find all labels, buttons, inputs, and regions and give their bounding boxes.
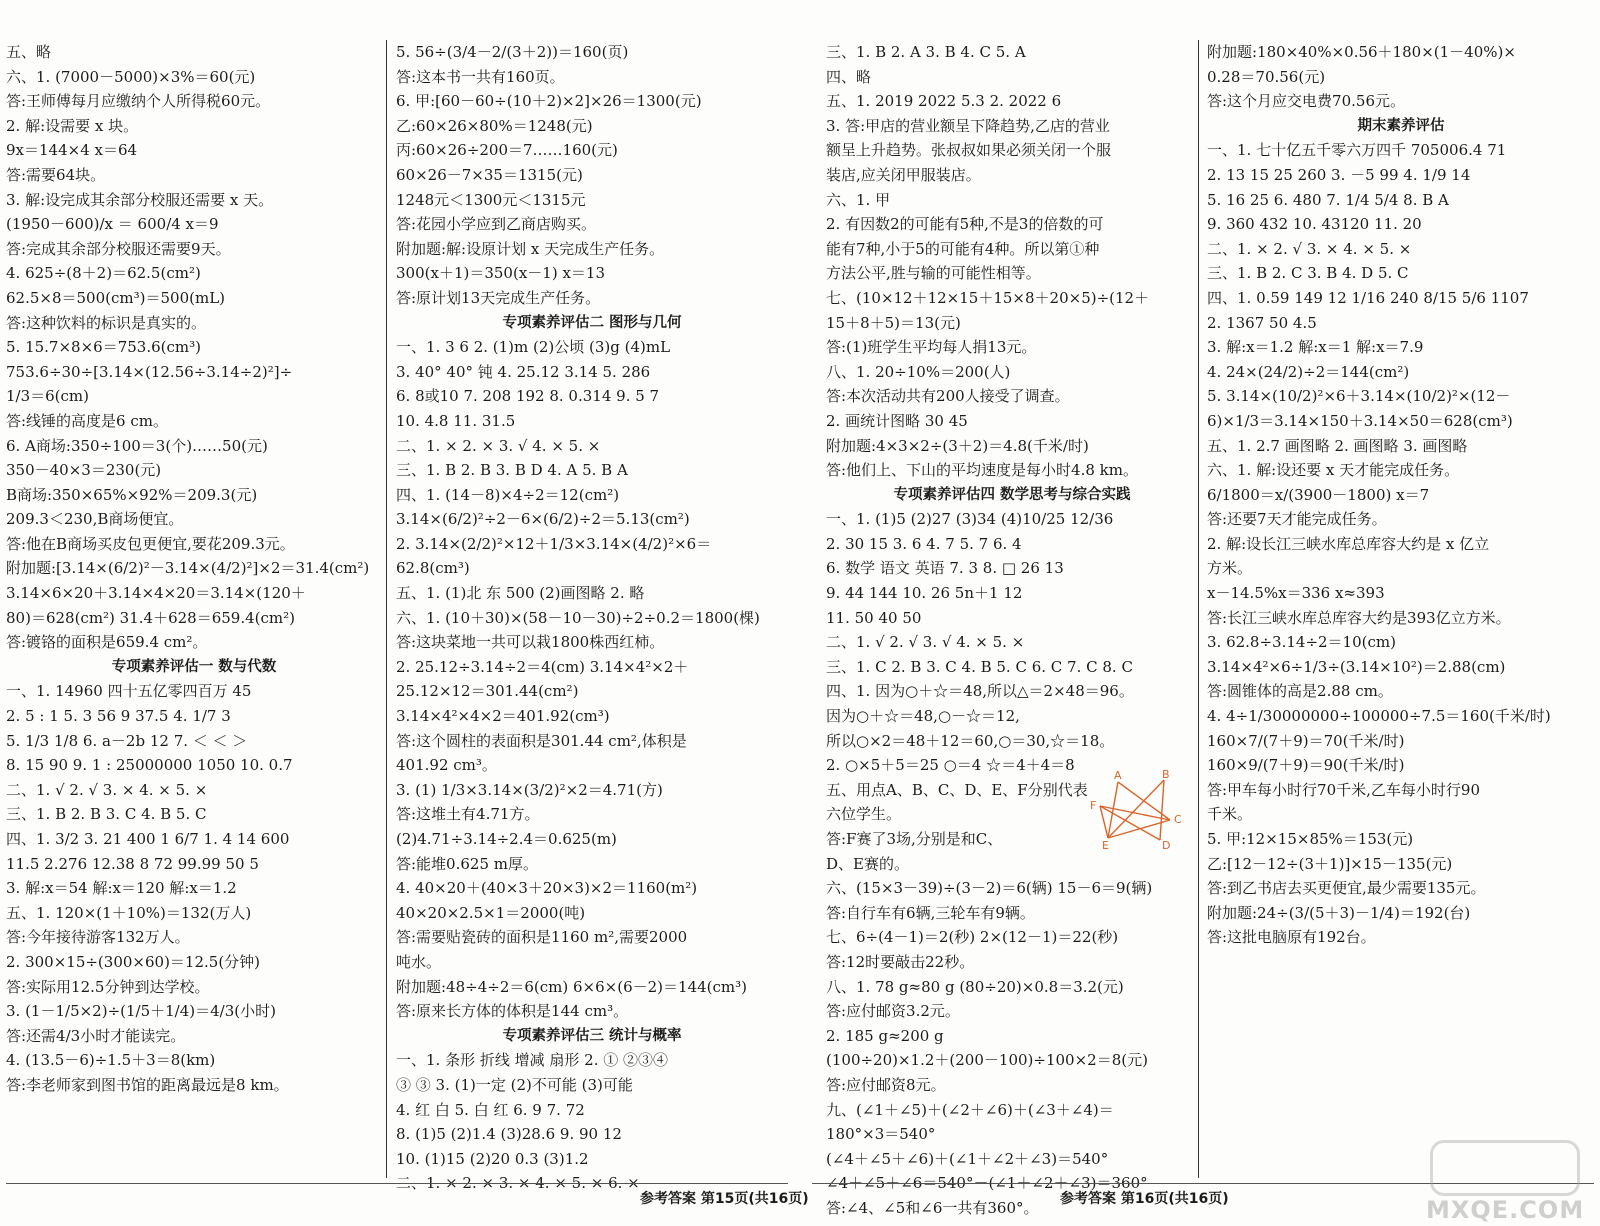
answer-line: 七、6÷(4－1)＝2(秒) 2×(12－1)＝22(秒) [826,928,1119,947]
page-footer-right: 参考答案 第16页(共16页) [1060,1191,1229,1207]
answer-line: 答:应付邮资3.2元。 [826,1002,960,1021]
answer-line: 答:他们上、下山的平均速度是每小时4.8 km。 [826,461,1138,480]
watermark-text: MXQE.COM [1426,1196,1585,1224]
answer-line: 答:实际用12.5分钟到达学校。 [6,977,210,996]
answer-line: 2. 解:设长江三峡水库总库容大约是 x 亿立 [1207,534,1490,553]
answer-line: 40×20×2.5×1＝2000(吨) [396,903,586,922]
answer-line: 3. 40° 40° 钝 4. 25.12 3.14 5. 286 [396,362,651,381]
answer-line: 三、1. B 2. B 3. B D 4. A 5. B A [396,461,628,480]
answer-line: 能有7种,小于5的可能有4种。所以第①种 [826,239,1100,258]
page-footer-left: 参考答案 第15页(共16页) [640,1191,809,1207]
answer-line: 八、1. 20÷10%＝200(人) [826,362,1011,381]
answer-line: 2. 300×15÷(300×60)＝12.5(分钟) [6,952,261,971]
answer-line: 答:他在B商场买皮包更便宜,要花209.3元。 [6,534,295,553]
answer-line: 三、1. B 2. A 3. B 4. C 5. A [826,43,1026,61]
answer-line: B商场:350×65%×92%＝209.3(元) [6,485,258,504]
answer-line: 4. 625÷(8＋2)＝62.5(cm²) [6,264,201,283]
answer-line: 乙:60×26×80%＝1248(元) [396,116,593,135]
answer-line: 3. 62.8÷3.14÷2＝10(cm) [1207,633,1396,652]
answer-line: 2. 解:设需要 x 块。 [6,116,139,135]
answer-line: 答:甲车每小时行70千米,乙车每小时行90 [1207,780,1480,799]
answer-line: 3. 答:甲店的营业额呈下降趋势,乙店的营业 [826,116,1110,135]
answer-line: 6. 8或10 7. 208 192 8. 0.314 9. 5 7 [396,387,660,406]
answer-line: ∠4＋∠5＋∠6＝540°－(∠1＋∠2＋∠3)＝360° [826,1174,1148,1193]
answer-line: 二、1. × 2. × 3. √ 4. × 5. × [396,436,601,455]
answer-line: 四、1. 0.59 149 12 1/16 240 8/15 5/6 1107 [1207,288,1529,307]
answer-line: 4. 40×20＋(40×3＋20×3)×2＝1160(m²) [396,879,698,898]
answer-line: ③ ③ 3. (1)一定 (2)不可能 (3)可能 [396,1075,633,1094]
answer-line: 5. 56÷(3/4－2/(3＋2))＝160(页) [396,43,629,61]
answer-line: 11.5 2.276 12.38 8 72 99.99 50 5 [6,854,259,873]
answer-line: 附加题:解:设原计划 x 天完成生产任务。 [396,239,665,258]
answer-line: 答:原来长方体的体积是144 cm³。 [396,1002,629,1021]
answer-line: (∠4＋∠5＋∠6)＋(∠1＋∠2＋∠3)＝540° [826,1149,1109,1168]
answer-line: 附加题:4×3×2÷(3＋2)＝4.8(千米/时) [826,436,1089,455]
answer-line: 1248元＜1300元＜1315元 [396,190,586,209]
watermark-logo [1426,1138,1586,1224]
figure-label-c: C [1174,813,1182,826]
answer-line: 因为○＋☆＝48,○－☆＝12, [826,707,1020,726]
answer-line: 四、1. 3/2 3. 21 400 1 6/7 1. 4 14 600 [6,830,290,848]
answer-line: 三、1. B 2. C 3. B 4. D 5. C [1207,264,1409,283]
answer-line: 答:花园小学应到乙商店购买。 [396,215,597,234]
answer-line: 答:这个圆柱的表面积是301.44 cm²,体积是 [396,731,687,750]
answer-line: 25.12×12＝301.44(cm²) [396,682,579,701]
answer-line: 附加题:180×40%×0.56＋180×(1－40%)× [1207,43,1516,61]
answer-line: 10. (1)15 (2)20 0.3 (3)1.2 [396,1149,589,1168]
answer-line: 答:本次活动共有200人接受了调查。 [826,387,1070,406]
answer-line: 答:需要64块。 [6,165,106,184]
answer-line: 62.5×8＝500(cm³)＝500(mL) [6,288,226,307]
watermark-badge-icon [1430,1140,1580,1196]
answer-line: 5. 15.7×8×6＝753.6(cm³) [6,338,201,357]
answer-line: 5. 3.14×(10/2)²×6＋3.14×(10/2)²×(12－ [1207,387,1511,406]
answer-line: (100÷20)×1.2＋(200－100)÷100×2＝8(元) [826,1051,1148,1070]
answer-line: 附加题:48÷4÷2＝6(cm) 6×6×(6－2)＝144(cm³) [396,977,747,996]
answer-line: 附加题:[3.14×(6/2)²－3.14×(4/2)²]×2＝31.4(cm²) [6,559,370,578]
section-heading: 期末素养评估 [1357,117,1445,134]
answer-line: 答:圆锥体的高是2.88 cm。 [1207,682,1393,701]
answer-line: 2. 画统计图略 30 45 [826,411,968,430]
answer-line: 一、1. 条形 折线 增减 扇形 2. ① ②③④ [396,1051,669,1070]
answer-line: 一、1. (1)5 (2)27 (3)34 (4)10/25 12/36 [826,510,1114,529]
answer-line: 160×7/(7＋9)＝70(千米/时) [1207,731,1405,750]
answer-line: 5. 16 25 6. 480 7. 1/4 5/4 8. B A [1207,190,1449,209]
answer-line: 额呈上升趋势。张叔叔如果必须关闭一个服 [826,141,1112,160]
answer-line: 答:长江三峡水库总库容大约是393亿立方米。 [1207,608,1511,627]
answer-line: 9. 44 144 10. 26 5n＋1 12 [826,584,1023,603]
answer-line: 四、1. 因为○＋☆＝48,所以△＝2×48＝96。 [826,682,1134,701]
answer-line: 答:12时要敲击22秒。 [826,952,975,971]
column-divider [1198,40,1199,1178]
answer-column-4 [1207,40,1595,950]
answer-line: 答:完成其余部分校服还需要9天。 [6,239,231,258]
answer-line: 六、1. 解:设还要 x 天才能完成任务。 [1207,461,1460,480]
answer-line: 二、1. × 2. × 3. × 4. × 5. × 6. × [396,1174,640,1193]
answer-line: 答:需要贴瓷砖的面积是1160 m²,需要2000 [396,928,688,947]
answer-line: 350－40×3＝230(元) [6,461,162,480]
section-heading: 专项素养评估四 数学思考与综合实践 [893,486,1131,503]
answer-line: 三、1. B 2. B 3. C 4. B 5. C [6,805,207,824]
answer-line: 六、1. 甲 [826,190,891,209]
section-heading: 专项素养评估三 统计与概率 [502,1027,682,1044]
answer-line: 八、1. 78 g≈80 g (80÷20)×0.8＝3.2(元) [826,977,1124,996]
answer-line: 2. 30 15 3. 6 4. 7 5. 7 6. 4 [826,534,1022,553]
answer-line: 2. 1367 50 4.5 [1207,313,1317,332]
answer-line: 五、1. 120×(1＋10%)＝132(万人) [6,903,252,922]
figure-label-f: F [1090,799,1097,812]
answer-column-3 [826,40,1198,1221]
answer-line: 2. 有因数2的可能有5种,不是3的倍数的可 [826,215,1104,234]
answer-line: 60×26－7×35＝1315(元) [396,165,583,184]
footer-rule [6,1183,788,1184]
answer-line: x－14.5%x＝336 x≈393 [1207,584,1385,603]
answer-line: 乙:[12－12÷(3＋1)]×15－135(元) [1207,854,1453,873]
answer-line: 六、1. (10＋30)×(58－10－30)÷2÷0.2＝1800(棵) [396,608,760,627]
answer-line: 吨水。 [396,952,442,971]
answer-line: 80)＝628(cm²) 31.4＋628＝659.4(cm²) [6,608,295,627]
answer-line: 2. ○×5＋5＝25 ○＝4 ☆＝4＋4＝8 [826,756,1075,775]
answer-line: 8. (1)5 (2)1.4 (3)28.6 9. 90 12 [396,1125,622,1144]
answer-line: 答:这种饮料的标识是真实的。 [6,313,207,332]
answer-line: 五、1. 2.7 画图略 2. 画图略 3. 画图略 [1207,436,1468,455]
answer-line: 答:F赛了3场,分别是和C、 [826,830,1003,848]
answer-line: 装店,应关闭甲服装店。 [826,165,981,184]
answer-line: 300(x＋1)＝350(x－1) x＝13 [396,264,605,283]
figure-label-a: A [1114,770,1122,782]
answer-line: 753.6÷30÷[3.14×(12.56÷3.14÷2)²]÷ [6,362,293,381]
answer-line: 2. 5 : 1 5. 3 56 9 37.5 4. 1/7 3 [6,707,231,726]
answer-line: 所以○×2＝48＋12＝60,○＝30,☆＝18。 [826,731,1115,750]
answer-line: 答:到乙书店去买更便宜,最少需要135元。 [1207,879,1486,898]
answer-line: 六、(15×3－39)÷(3－2)＝6(辆) 15－6＝9(辆) [826,879,1153,898]
answer-line: 答:能堆0.625 m厚。 [396,854,538,873]
answer-line: 180°×3＝540° [826,1125,936,1144]
answer-line: 5. 1/3 1/8 6. a－2b 12 7. ＜ ＜ ＞ [6,731,248,750]
section-heading: 专项素养评估一 数与代数 [111,658,277,675]
answer-line: 答:还要7天才能完成任务。 [1207,510,1387,529]
answer-line: 答:(1)班学生平均每人捐13元。 [826,338,1037,357]
answer-line: 6)×1/3＝3.14×150＋3.14×50＝628(cm³) [1207,411,1513,430]
answer-line: 6. A商场:350÷100＝3(个)……50(元) [6,436,268,455]
answer-line: 3. 解:设完成其余部分校服还需要 x 天。 [6,190,274,209]
answer-line: 方米。 [1207,559,1253,578]
answer-line: 3. 解:x＝1.2 解:x＝1 解:x＝7.9 [1207,338,1424,357]
answer-line: 五、1. 2019 2022 5.3 2. 2022 6 [826,92,1062,111]
answer-line: 一、1. 3 6 2. (1)m (2)公顷 (3)g (4)mL [396,338,671,357]
answer-line: 答:这批电脑原有192台。 [1207,928,1376,947]
answer-line: 七、(10×12＋12×15＋15×8＋20×5)÷(12＋ [826,288,1150,307]
answer-line: 4. 4÷1/30000000÷100000÷7.5＝160(千米/时) [1207,707,1551,726]
answer-line: 3. (1) 1/3×3.14×(3/2)²×2＝4.71(方) [396,780,663,799]
answer-column-2 [396,40,788,1196]
answer-line: D、E赛的。 [826,854,909,873]
answer-line: 二、1. √ 2. √ 3. √ 4. × 5. × [826,633,1025,652]
answer-line: 10. 4.8 11. 31.5 [396,411,516,430]
answer-line: 3. (1－1/5×2)÷(1/5＋1/4)＝4/3(小时) [6,1002,276,1021]
answer-line: 5. 甲:12×15×85%＝153(元) [1207,830,1414,848]
answer-line: 答:今年接待游客132万人。 [6,928,190,947]
answer-line: 三、1. C 2. B 3. C 4. B 5. C 6. C 7. C 8. C [826,657,1133,676]
answer-line: 答:∠4、∠5和∠6一共有360°。 [826,1198,1039,1217]
answer-line: 答:李老师家到图书馆的距离最远是8 km。 [6,1075,289,1094]
answer-line: 方法公平,胜与输的可能性相等。 [826,264,1041,283]
answer-line: 6. 甲:[60－60÷(10＋2)×2]×26＝1300(元) [396,92,702,111]
answer-line: 62.8(cm³) [396,559,470,578]
answer-line: 答:这本书一共有160页。 [396,67,565,86]
answer-line: 6/1800＝x/(3900－1800) x＝7 [1207,485,1430,504]
answer-line: (2)4.71÷3.14÷2.4＝0.625(m) [396,830,617,848]
answer-line: 160×9/(7＋9)＝90(千米/时) [1207,756,1405,775]
answer-line: 五、略 [6,43,52,61]
answer-line: 六位学生。 [826,805,902,824]
answer-line: 千米。 [1207,805,1253,824]
answer-line: 2. 13 15 25 260 3. －5 99 4. 1/9 14 [1207,165,1471,184]
answer-line: 答:还需4/3小时才能读完。 [6,1026,186,1045]
answer-line: 9x＝144×4 x＝64 [6,141,138,160]
answer-line: 4. 红 白 5. 白 红 6. 9 7. 72 [396,1100,585,1119]
answer-line: 答:这块菜地一共可以栽1800株西红柿。 [396,633,665,652]
answer-line: 答:应付邮资8元。 [826,1075,946,1094]
answer-line: 答:镀铬的面积是659.4 cm²。 [6,633,208,652]
answer-line: 209.3＜230,B商场便宜。 [6,510,184,529]
section-heading: 专项素养评估二 图形与几何 [502,314,682,331]
figure-label-b: B [1162,770,1170,781]
answer-line: 3.14×4²×6÷1/3÷(3.14×10²)＝2.88(cm) [1207,657,1506,676]
answer-line: 11. 50 40 50 [826,608,922,627]
answer-line: 答:这堆土有4.71方。 [396,805,540,824]
answer-line: 答:王师傅每月应缴纳个人所得税60元。 [6,92,271,111]
answer-line: 15＋8＋5)＝13(元) [826,313,961,332]
answer-line: 4. 24×(24/2)÷2＝144(cm²) [1207,362,1410,381]
answer-line: 一、1. 七十亿五千零六万四千 705006.4 71 [1207,141,1507,160]
answer-line: 五、1. (1)北 东 500 (2)画图略 2. 略 [396,584,645,603]
match-graph-figure [1090,770,1190,850]
answer-line: 答:线锤的高度是6 cm。 [6,411,168,430]
answer-line: 附加题:24÷(3/(5＋3)－1/4)＝192(台) [1207,903,1471,922]
answer-line: 2. 3.14×(2/2)²×12＋1/3×3.14×(4/2)²×6＝ [396,534,712,553]
answer-line: 四、1. (14－8)×4÷2＝12(cm²) [396,485,620,504]
answer-line: 九、(∠1＋∠5)＋(∠2＋∠6)＋(∠3＋∠4)＝ [826,1100,1114,1119]
answer-line: 二、1. × 2. √ 3. × 4. × 5. × [1207,239,1412,258]
answer-line: 3. 解:x＝54 解:x＝120 解:x＝1.2 [6,879,237,898]
answer-line: 2. 185 g≈200 g [826,1026,944,1045]
answer-line: 4. (13.5－6)÷1.5＋3＝8(km) [6,1051,216,1070]
column-divider [386,40,387,1178]
answer-line: 0.28＝70.56(元) [1207,67,1326,86]
answer-line: 3.14×(6/2)²÷2－6×(6/2)÷2＝5.13(cm²) [396,510,690,529]
answer-line: (1950－600)/x ＝ 600/4 x＝9 [6,215,219,234]
answer-line: 9. 360 432 10. 43120 11. 20 [1207,215,1422,234]
answer-line: 答:这个月应交电费70.56元。 [1207,92,1405,111]
answer-line: 答:自行车有6辆,三轮车有9辆。 [826,903,1035,922]
answer-line: 1/3＝6(cm) [6,387,90,406]
figure-label-d: D [1162,839,1171,850]
answer-line: 401.92 cm³。 [396,756,497,775]
answer-line: 六、1. (7000－5000)×3%＝60(元) [6,67,256,86]
answer-line: 3.14×4²×4×2＝401.92(cm³) [396,707,610,726]
answer-line: 答:原计划13天完成生产任务。 [396,288,601,307]
answer-line: 一、1. 14960 四十五亿零四百万 45 [6,682,252,701]
answer-line: 8. 15 90 9. 1 : 25000000 1050 10. 0.7 [6,756,293,775]
answer-line: 3.14×6×20＋3.14×4×20＝3.14×(120＋ [6,584,306,603]
answer-column-1 [6,40,382,1098]
figure-label-e: E [1102,839,1109,850]
answer-line: 丙:60×26÷200＝7……160(元) [396,141,618,160]
answer-line: 二、1. √ 2. √ 3. × 4. × 5. × [6,780,208,799]
answer-line: 2. 25.12÷3.14÷2＝4(cm) 3.14×4²×2＋ [396,657,689,676]
answer-line: 五、用点A、B、C、D、E、F分别代表 [826,780,1088,799]
answer-line: 四、略 [826,67,872,86]
answer-line: 6. 数学 语文 英语 7. 3 8. □ 26 13 [826,559,1064,578]
